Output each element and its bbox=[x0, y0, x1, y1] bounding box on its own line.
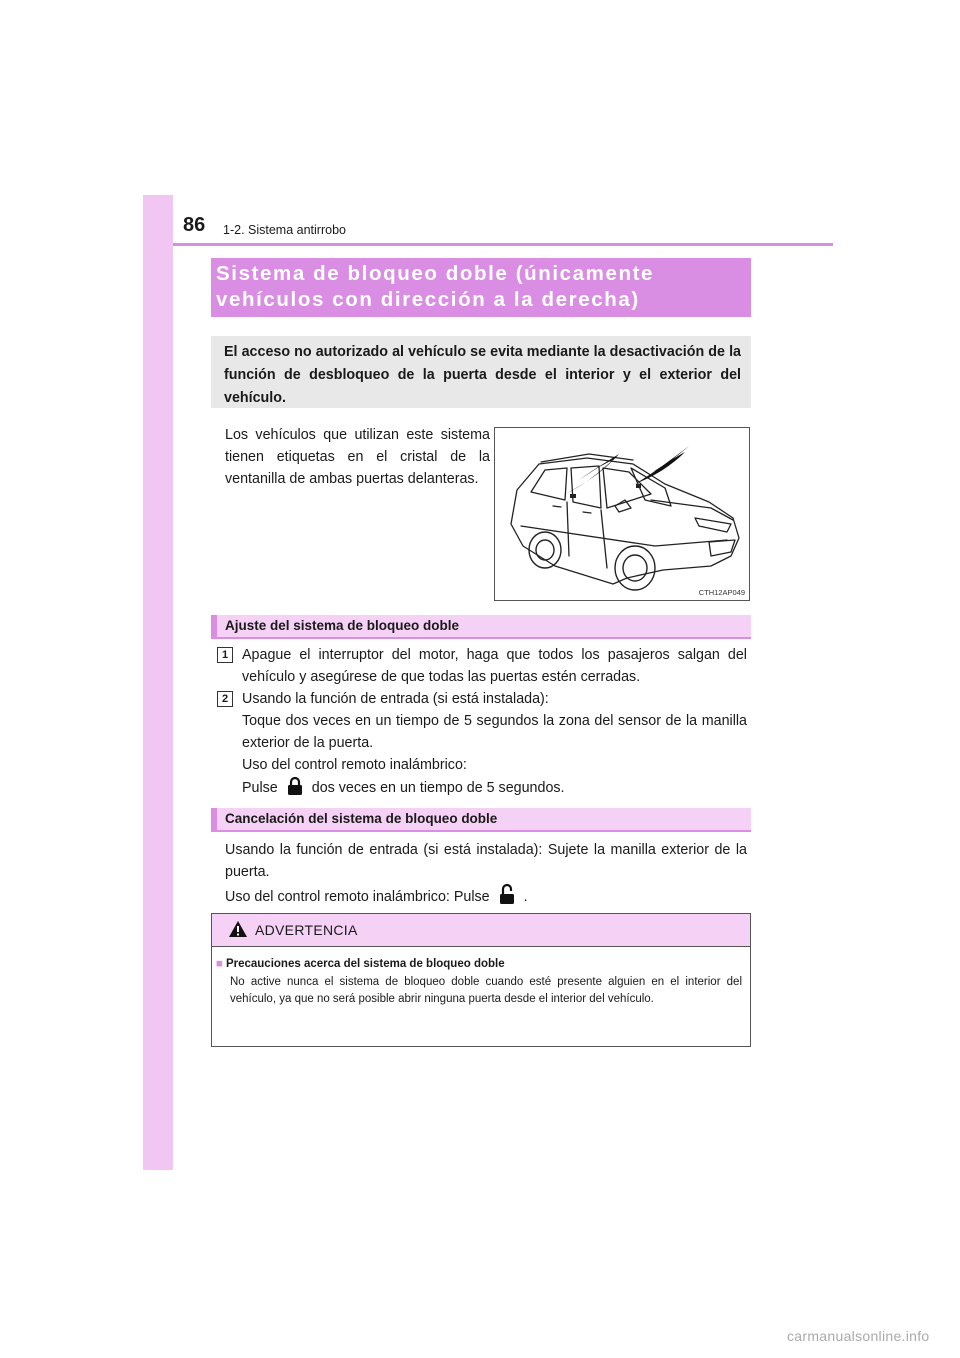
section-reference: 1-2. Sistema antirrobo bbox=[223, 223, 346, 237]
warning-body: No active nunca el sistema de bloqueo doble cuando esté presente alguien en el interior del vehículo, ya que no será posible abrir ninguna puerta desde el interior del vehículo. bbox=[230, 976, 742, 1005]
car-label-text: Los vehículos que utilizan este sistema tienen etiquetas en el cristal de la ventanilla de ambas puertas delanteras. bbox=[225, 427, 490, 487]
section-title bbox=[211, 258, 751, 317]
unlock-icon bbox=[496, 883, 518, 912]
step-2-line-2: Toque dos veces en un tiempo de 5 segundos la zona del sensor de la manilla exterior de la puerta. bbox=[242, 713, 747, 751]
car-illustration bbox=[494, 427, 750, 601]
bullet-square-icon: ■ bbox=[216, 958, 223, 970]
setting-heading: Ajuste del sistema de bloqueo doble bbox=[211, 615, 751, 639]
cancel-text bbox=[225, 839, 747, 912]
side-tab-bar bbox=[143, 195, 173, 1170]
cancel-heading: Cancelación del sistema de bloqueo doble bbox=[211, 808, 751, 832]
section-title-line-1: Sistema de bloqueo doble (únicamente bbox=[216, 262, 655, 285]
header-rule bbox=[173, 243, 833, 246]
lock-icon bbox=[284, 776, 306, 803]
cancel-line-1: Usando la función de entrada (si está instalada): Sujete la manilla exterior de la puerta. bbox=[225, 842, 747, 880]
intro-summary: El acceso no autorizado al vehículo se evita mediante la desactivación de la función de desbloqueo de la puerta desde el interior y el exterior del vehículo. bbox=[211, 336, 751, 408]
step-2-pulse-label: Pulse bbox=[242, 780, 278, 796]
figure-code: CTH12AP049 bbox=[698, 588, 745, 597]
car-drawing bbox=[495, 428, 749, 600]
warning-box bbox=[211, 913, 751, 1047]
cancel-line-2 bbox=[225, 883, 747, 912]
watermark: carmanualsonline.info bbox=[787, 1328, 930, 1344]
step-2-line-4 bbox=[242, 776, 747, 803]
warning-triangle-icon bbox=[228, 920, 248, 938]
warning-subheading-text: Precauciones acerca del sistema de bloqueo doble bbox=[225, 958, 505, 970]
step-2-pulse-rest: dos veces en un tiempo de 5 segundos. bbox=[311, 780, 565, 796]
section-title-line-2: vehículos con dirección a la derecha) bbox=[216, 288, 640, 311]
warning-title: ADVERTENCIA bbox=[255, 922, 358, 938]
step-2-text bbox=[242, 688, 747, 803]
step-2-line-3: Uso del control remoto inalámbrico: bbox=[242, 757, 467, 773]
page-number: 86 bbox=[183, 214, 206, 236]
step-2-badge: 2 bbox=[217, 691, 233, 707]
step-1-text: Apague el interruptor del motor, haga que todos los pasajeros salgan del vehículo y asegúrese de que todas las puertas estén cerradas. bbox=[242, 647, 747, 685]
warning-subheading bbox=[216, 958, 505, 970]
step-2-line-1: Usando la función de entrada (si está instalada): bbox=[242, 691, 549, 707]
cancel-pulse-label: Uso del control remoto inalámbrico: Pulse bbox=[225, 889, 490, 905]
cancel-pulse-rest: . bbox=[523, 889, 528, 905]
warning-header bbox=[212, 914, 750, 947]
step-1-badge: 1 bbox=[217, 647, 233, 663]
